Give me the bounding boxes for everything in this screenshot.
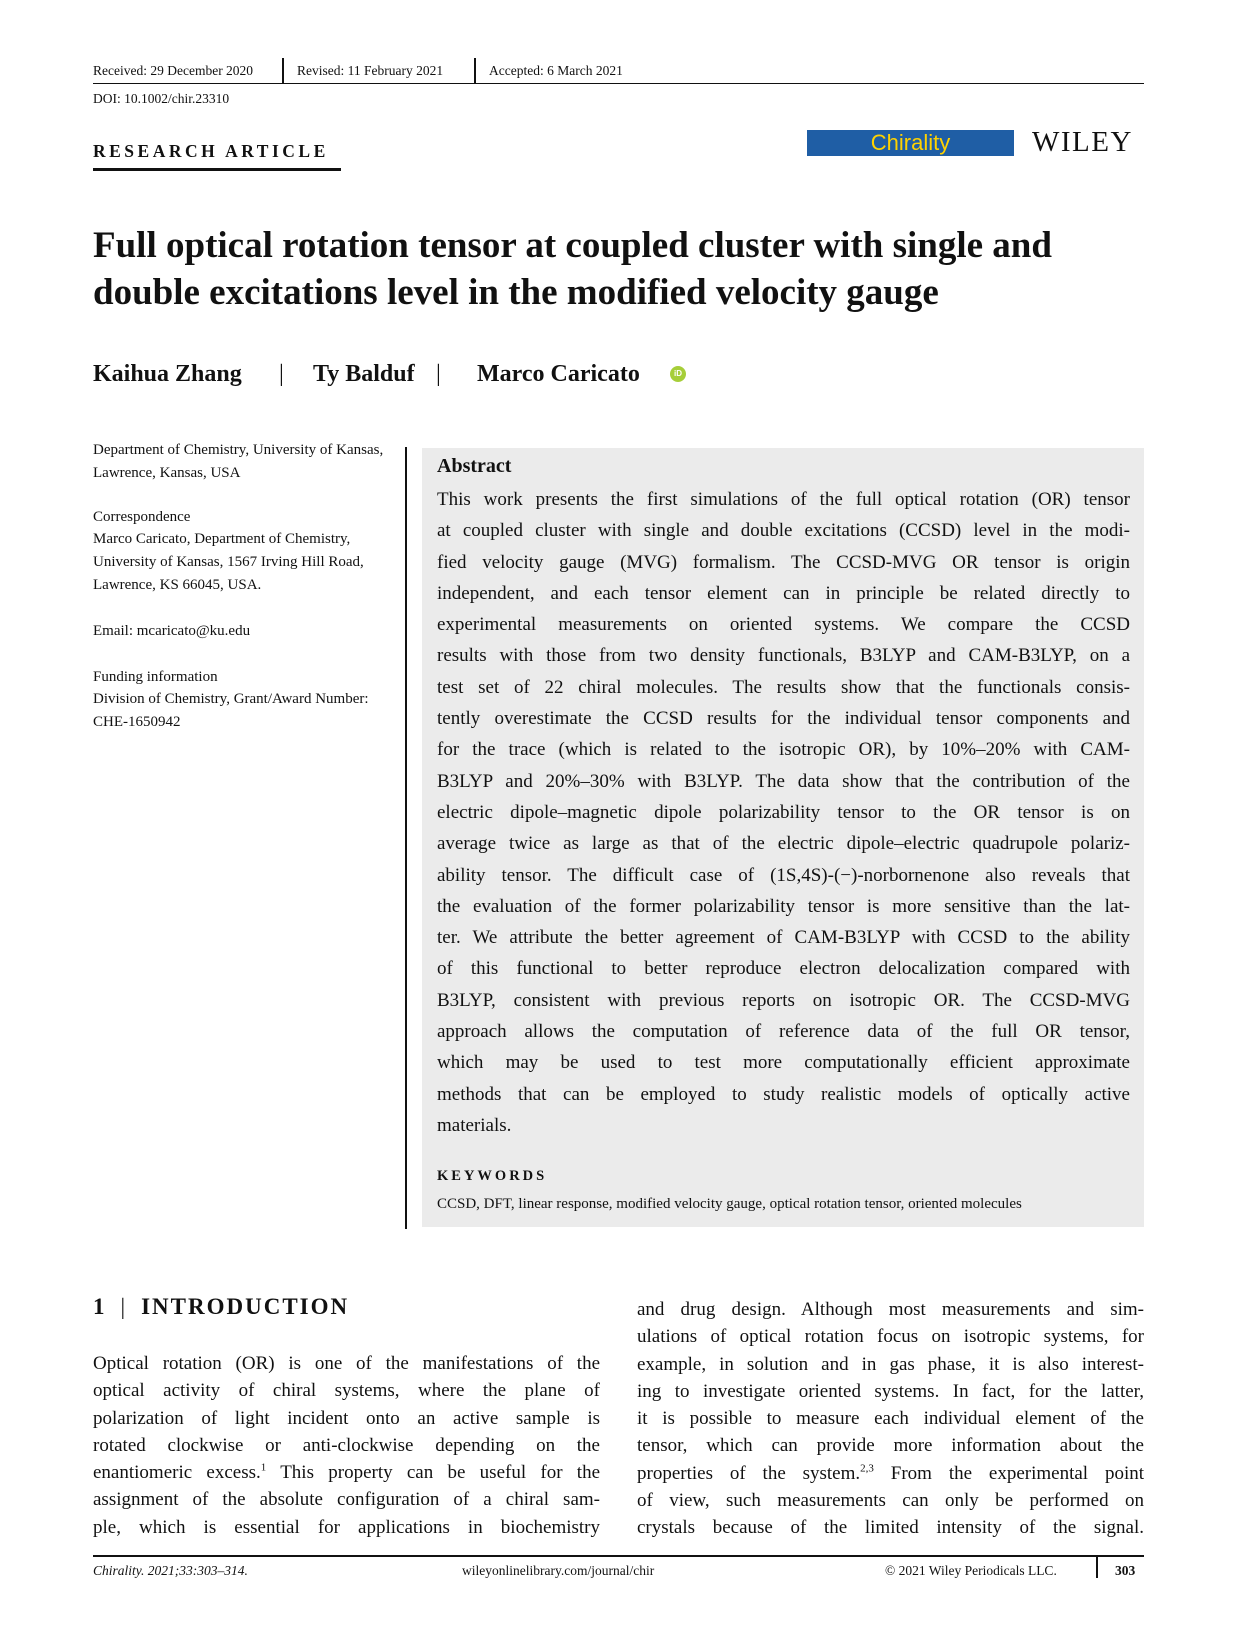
orcid-icon[interactable]: iD: [670, 366, 686, 382]
footer-copyright: © 2021 Wiley Periodicals LLC.: [885, 1563, 1057, 1578]
text-line: tensor, which can provide more information about the: [637, 1435, 1144, 1457]
column-divider: [405, 447, 407, 1229]
publisher-logo: WILEY: [1032, 126, 1133, 158]
text-line: of view, such measurements can only be performed on: [637, 1490, 1144, 1512]
abstract-line: ability tensor. The difficult case of (1S,4S)-(−)-norbornenone also reveals that: [437, 864, 1130, 886]
abstract-body: [437, 484, 1130, 1141]
text-line: example, in solution and in gas phase, it is also interest-: [637, 1353, 1144, 1375]
funding-heading: Funding information: [93, 669, 218, 685]
text-span: enantiomeric excess.: [93, 1462, 261, 1484]
article-type: RESEARCH ARTICLE: [93, 141, 329, 161]
abstract-line: approach allows the computation of reference data of the full OR tensor,: [437, 1021, 1130, 1043]
text-line: polarization of light incident onto an active sample is: [93, 1407, 600, 1429]
author-name[interactable]: Marco Caricato: [477, 361, 640, 387]
section-separator: |: [120, 1294, 128, 1319]
footer-citation: Chirality. 2021;33:303–314.: [93, 1563, 248, 1578]
abstract-line: the evaluation of the former polarizability tensor is more sensitive than the lat-: [437, 895, 1130, 917]
abstract-line: results with those from two density functionals, B3LYP and CAM-B3LYP, on a: [437, 645, 1130, 667]
footer-rule: [93, 1555, 1144, 1557]
abstract-line: fied velocity gauge (MVG) formalism. The CCSD-MVG OR tensor is origin: [437, 551, 1130, 573]
abstract-line: electric dipole–magnetic dipole polarizability tensor to the OR tensor is on: [437, 801, 1130, 823]
abstract-line: at coupled cluster with single and double excitations (CCSD) level in the modi-: [437, 520, 1130, 542]
abstract-line: average twice as large as that of the electric dipole–electric quadrupole polariz-: [437, 833, 1130, 855]
text-line: rotated clockwise or anti-clockwise depending on the: [93, 1434, 600, 1456]
footer-divider: [1096, 1556, 1098, 1578]
text-line: [637, 1460, 1144, 1487]
date-divider: [474, 58, 476, 83]
abstract-line: This work presents the first simulations of the full optical rotation (OR) tensor: [437, 489, 1130, 510]
doi[interactable]: DOI: 10.1002/chir.23310: [93, 91, 230, 106]
author-name[interactable]: Kaihua Zhang: [93, 361, 242, 387]
abstract-line: experimental measurements on oriented systems. We compare the CCSD: [437, 614, 1130, 636]
article-dates: [93, 58, 1144, 84]
intro-column-right: [637, 1296, 1144, 1542]
correspondence-heading: Correspondence: [93, 509, 191, 525]
text-line: Optical rotation (OR) is one of the manifestations of the: [93, 1353, 600, 1374]
text-span: From the experimental point: [873, 1462, 1144, 1484]
text-span: This property can be useful for the: [266, 1462, 600, 1484]
abstract-heading: Abstract: [437, 455, 512, 477]
page-number: 303: [1115, 1563, 1136, 1578]
journal-logo: Chirality: [807, 130, 1014, 156]
text-line: ing to investigate oriented systems. In fact, for the latter,: [637, 1380, 1144, 1402]
text-line: crystals because of the limited intensity of the signal.: [637, 1517, 1144, 1539]
text-line: optical activity of chiral systems, where the plane of: [93, 1380, 600, 1402]
article-title: Full optical rotation tensor at coupled cluster with single and double excitations level in the modified velocity gauge: [93, 225, 1052, 313]
revised-date: Revised: 11 February 2021: [297, 63, 444, 78]
author-separator: |: [279, 361, 284, 387]
received-date: Received: 29 December 2020: [93, 63, 254, 78]
abstract-line: methods that can be employed to study realistic models of optically active: [437, 1083, 1130, 1105]
keywords-list: CCSD, DFT, linear response, modified velocity gauge, optical rotation tensor, oriented molecules: [437, 1196, 1022, 1212]
accepted-date: Accepted: 6 March 2021: [489, 63, 623, 78]
section-title: INTRODUCTION: [141, 1294, 350, 1319]
abstract-line: materials.: [437, 1114, 512, 1136]
abstract-line: tently overestimate the CCSD results for the individual tensor components and: [437, 708, 1130, 730]
abstract-line: which may be used to test more computationally efficient approximate: [437, 1052, 1130, 1074]
section-heading: [93, 1294, 349, 1320]
citation-ref[interactable]: 1: [260, 1461, 267, 1474]
footer-url[interactable]: wileyonlinelibrary.com/journal/chir: [462, 1563, 655, 1578]
intro-column-left: [93, 1350, 600, 1541]
text-line: assignment of the absolute configuration of a chiral sam-: [93, 1489, 600, 1511]
keywords-heading: KEYWORDS: [437, 1168, 548, 1184]
text-line: and drug design. Although most measurements and sim-: [637, 1299, 1144, 1320]
correspondence-address: Marco Caricato, Department of Chemistry, University of Kansas, 1567 Irving Hill Road, Lawrence, KS 66045, USA.: [93, 531, 364, 593]
text-span: properties of the system.: [637, 1462, 861, 1484]
text-line: ulations of optical rotation focus on isotropic systems, for: [637, 1326, 1144, 1348]
author-separator: |: [436, 361, 441, 387]
abstract-line: B3LYP and 20%–30% with B3LYP. The data show that the contribution of the: [437, 770, 1130, 792]
abstract-line: B3LYP, consistent with previous reports on isotropic OR. The CCSD-MVG: [437, 989, 1130, 1011]
affiliation: Department of Chemistry, University of Kansas, Lawrence, Kansas, USA: [93, 442, 384, 481]
text-line: it is possible to measure each individual element of the: [637, 1408, 1144, 1430]
correspondence-email[interactable]: Email: mcaricato@ku.edu: [93, 623, 251, 639]
text-line: [93, 1459, 600, 1486]
section-number: 1: [93, 1294, 107, 1319]
abstract-line: ter. We attribute the better agreement of CAM-B3LYP with CCSD to the ability: [437, 927, 1130, 949]
abstract-line: of this functional to better reproduce electron delocalization compared with: [437, 958, 1130, 980]
date-divider: [282, 58, 284, 83]
abstract-line: independent, and each tensor element can in principle be related directly to: [437, 582, 1130, 604]
article-type-underline: [93, 168, 341, 171]
funding-text: Division of Chemistry, Grant/Award Number: CHE-1650942: [93, 691, 369, 730]
abstract-line: for the trace (which is related to the isotropic OR), by 10%–20% with CAM-: [437, 739, 1130, 761]
citation-ref[interactable]: 2,3: [860, 1462, 874, 1475]
text-line: ple, which is essential for applications in biochemistry: [93, 1516, 600, 1538]
abstract-line: test set of 22 chiral molecules. The results show that the functionals consis-: [437, 676, 1130, 698]
author-name[interactable]: Ty Balduf: [313, 361, 415, 387]
